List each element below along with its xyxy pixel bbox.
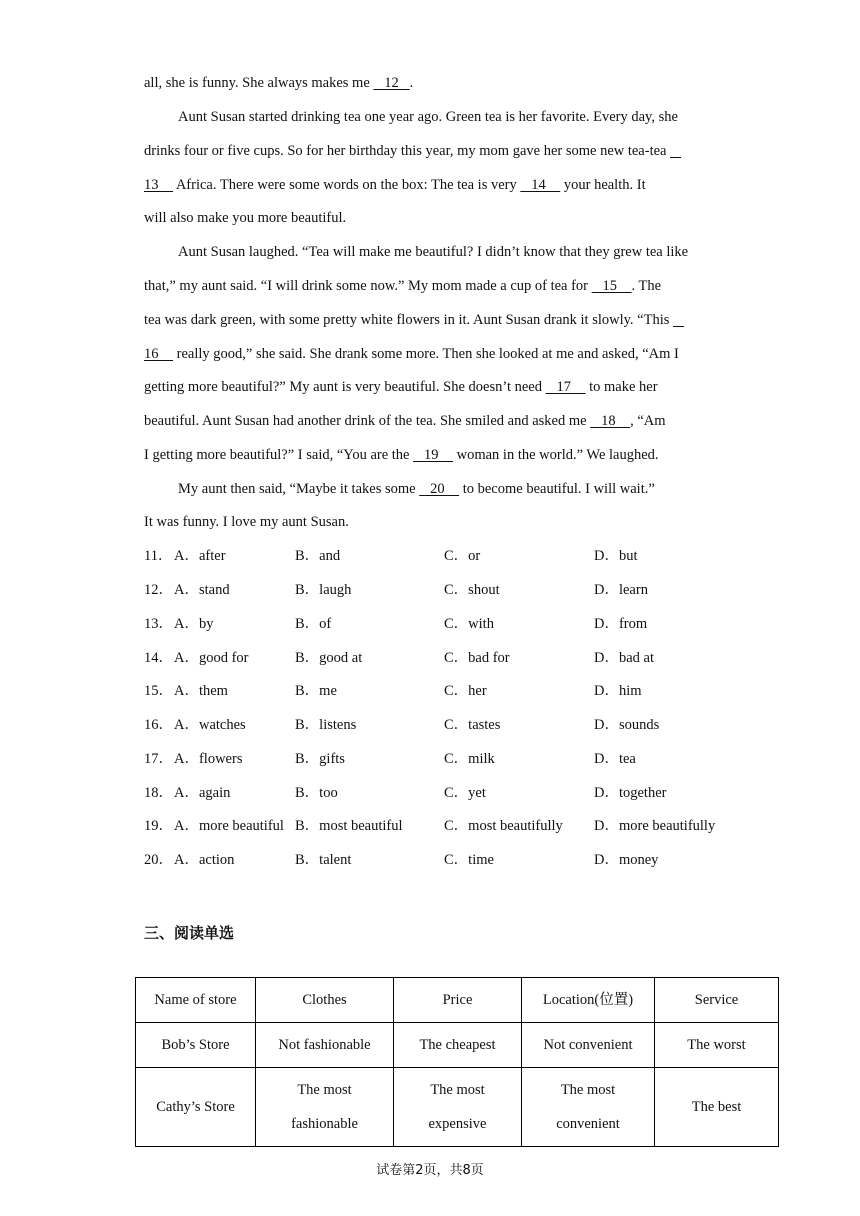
text: that,” my aunt said. “I will drink some now.” My mom made a cup of tea for [144, 278, 592, 294]
option-b: B．too [295, 785, 338, 801]
option-d: D．bad at [594, 650, 654, 666]
question-number: 11． [144, 548, 173, 564]
table-cell [394, 1068, 522, 1147]
option-b: B．most beautiful [295, 818, 403, 834]
option-c: C．yet [444, 785, 486, 801]
table-row [136, 1068, 779, 1147]
question-row [144, 681, 764, 701]
option-d: D．money [594, 852, 659, 868]
blank-20: 20 [419, 481, 460, 497]
table-cell: Not fashionable [256, 1023, 394, 1068]
option-b: B．laugh [295, 582, 352, 598]
text: , “Am [630, 413, 666, 429]
table-cell: Not convenient [522, 1023, 655, 1068]
passage-line [144, 276, 724, 296]
store-comparison-table [135, 977, 779, 1147]
option-b: B．talent [295, 852, 352, 868]
question-number: 14． [144, 650, 173, 666]
text: beautiful. Aunt Susan had another drink of the tea. She smiled and asked me [144, 413, 591, 429]
question-number: 20． [144, 852, 173, 868]
cell-line: fashionable [291, 1116, 358, 1132]
option-c: C．time [444, 852, 494, 868]
table-header-cell: Name of store [136, 978, 256, 1023]
text: to become beautiful. I will wait.” [459, 481, 655, 497]
option-c: C．or [444, 548, 481, 564]
option-c: C．most beautifully [444, 818, 563, 834]
table-header-cell: Location(位置) [522, 978, 655, 1023]
passage-line [144, 411, 724, 431]
table-cell: The worst [655, 1023, 779, 1068]
option-b: B．and [295, 548, 341, 564]
text: My aunt then said, “Maybe it takes some [178, 481, 420, 497]
option-c: C．milk [444, 751, 495, 767]
option-a: A．after [174, 548, 226, 564]
passage-line [178, 479, 758, 499]
text: your health. It [560, 177, 646, 193]
table-row [136, 1023, 779, 1068]
passage-line: It was funny. I love my aunt Susan. [144, 514, 349, 530]
option-c: C．tastes [444, 717, 501, 733]
question-row [144, 850, 764, 870]
question-number: 16． [144, 717, 173, 733]
option-b: B．of [295, 616, 332, 632]
passage-line [144, 445, 724, 465]
blank-15: 15 [591, 278, 632, 294]
text: drinks four or five cups. So for her birthday this year, my mom gave her some new tea-tea [144, 143, 671, 159]
option-a: A．watches [174, 717, 246, 733]
option-d: D．from [594, 616, 648, 632]
cell-line: The most [560, 1082, 616, 1098]
option-b: B．me [295, 683, 337, 699]
blank-19: 19 [413, 447, 453, 463]
option-b: B．listens [295, 717, 357, 733]
page-footer: 试卷第2页，共8页 [376, 1163, 484, 1178]
passage-line [144, 344, 724, 364]
cell-line: expensive [428, 1116, 487, 1132]
question-number: 13． [144, 616, 173, 632]
text: Africa. There were some words on the box: The tea is very [173, 177, 521, 193]
question-row [144, 648, 764, 668]
question-row [144, 580, 764, 600]
option-d: D．but [594, 548, 638, 564]
option-a: A．stand [174, 582, 230, 598]
blank-16: 16 [144, 346, 173, 362]
question-number: 15． [144, 683, 173, 699]
cell-line: convenient [556, 1116, 620, 1132]
text: all, she is funny. She always makes me [144, 75, 374, 91]
question-number: 17． [144, 751, 173, 767]
blank-13: 13 [144, 177, 173, 193]
question-number: 19． [144, 818, 173, 834]
question-row [144, 614, 764, 634]
text: woman in the world.” We laughed. [452, 447, 659, 463]
option-a: A．more beautiful [174, 818, 284, 834]
table-header-row [136, 978, 779, 1023]
table-cell: The cheapest [394, 1023, 522, 1068]
question-row [144, 546, 764, 566]
blank-18: 18 [590, 413, 631, 429]
option-d: D．learn [594, 582, 648, 598]
table-header-cell: Price [394, 978, 522, 1023]
option-c: C．bad for [444, 650, 510, 666]
blank-13-start [670, 141, 681, 161]
table-cell [256, 1068, 394, 1147]
question-row [144, 749, 764, 769]
blank-16-start [673, 310, 684, 330]
blank-12: 12 [373, 75, 410, 91]
blank-17: 17 [545, 379, 586, 395]
option-d: D．him [594, 683, 642, 699]
option-a: A．again [174, 785, 231, 801]
passage-line: will also make you more beautiful. [144, 210, 347, 226]
cell-line: The most [430, 1082, 485, 1098]
option-a: A．action [174, 852, 235, 868]
option-c: C．her [444, 683, 487, 699]
question-row [144, 715, 764, 735]
option-d: D．together [594, 785, 667, 801]
text: . [409, 75, 414, 91]
passage-line [144, 310, 724, 330]
blank-14: 14 [520, 177, 561, 193]
passage-line: Aunt Susan started drinking tea one year ago. Green tea is her favorite. Every day, she [178, 109, 678, 125]
text: really good,” she said. She drank some more. Then she looked at me and asked, “Am I [173, 346, 679, 362]
table-cell [522, 1068, 655, 1147]
table-header-cell: Clothes [256, 978, 394, 1023]
table-cell: The best [655, 1068, 779, 1147]
passage-line: Aunt Susan laughed. “Tea will make me beautiful? I didn’t know that they grew tea like [178, 244, 689, 260]
question-row [144, 783, 764, 803]
text: getting more beautiful?” My aunt is very beautiful. She doesn’t need [144, 379, 546, 395]
option-b: B．good at [295, 650, 363, 666]
option-a: A．flowers [174, 751, 243, 767]
option-d: D．tea [594, 751, 636, 767]
option-b: B．gifts [295, 751, 345, 767]
passage-line [144, 175, 724, 195]
question-number: 12． [144, 582, 173, 598]
text: tea was dark green, with some pretty white flowers in it. Aunt Susan drank it slowly. “This [144, 312, 674, 328]
cell-line: The most [297, 1082, 352, 1098]
option-d: D．sounds [594, 717, 660, 733]
option-d: D．more beautifully [594, 818, 716, 834]
passage-line [144, 141, 724, 161]
text: to make her [585, 379, 658, 395]
question-row [144, 816, 764, 836]
text: . The [631, 278, 662, 294]
text: I getting more beautiful?” I said, “You are the [144, 447, 414, 463]
option-c: C．with [444, 616, 494, 632]
table-header-cell: Service [655, 978, 779, 1023]
passage-line [144, 377, 724, 397]
passage-line [144, 73, 724, 93]
question-number: 18． [144, 785, 173, 801]
option-a: A．them [174, 683, 228, 699]
section-title: 三、阅读单选 [144, 924, 235, 942]
table-cell: Bob’s Store [136, 1023, 256, 1068]
option-c: C．shout [444, 582, 500, 598]
option-a: A．good for [174, 650, 249, 666]
table-cell: Cathy’s Store [136, 1068, 256, 1147]
option-a: A．by [174, 616, 214, 632]
